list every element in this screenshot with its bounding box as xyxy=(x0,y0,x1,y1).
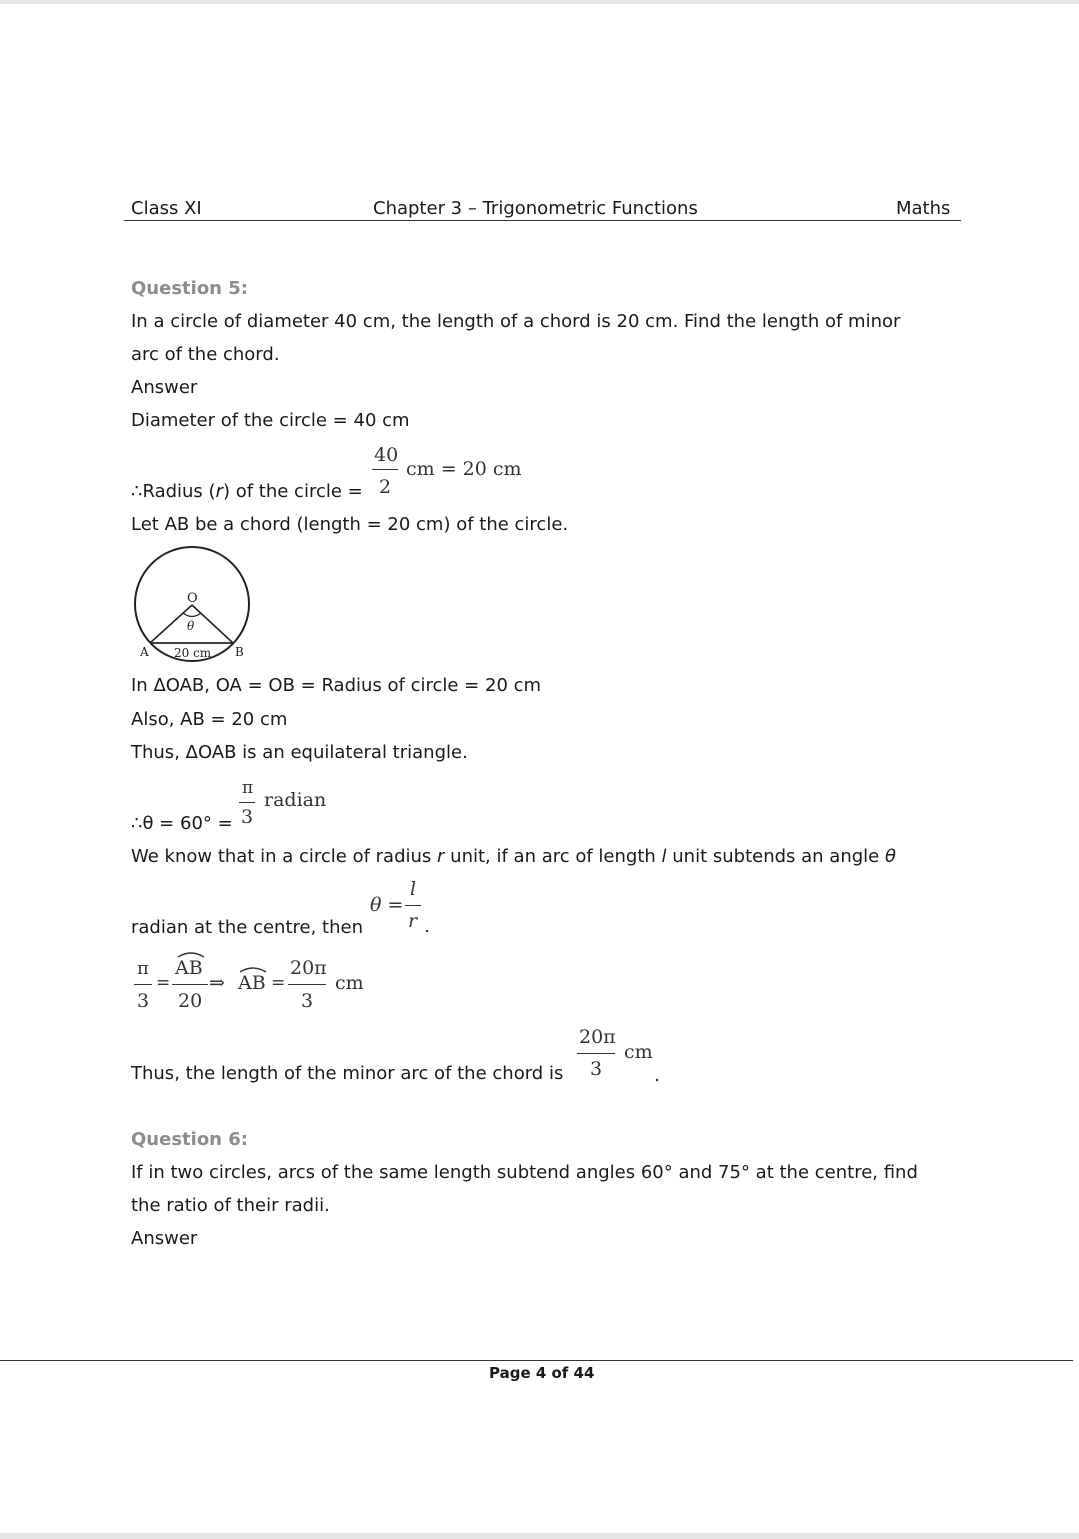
question-5-text-2: arc of the chord. xyxy=(131,344,280,365)
label-o: O xyxy=(187,591,198,606)
radius-line: ∴Radius (r) of the circle = xyxy=(131,481,363,502)
theta-unit: radian xyxy=(264,789,327,811)
conc-num: 20π xyxy=(579,1026,616,1048)
conc-den: 3 xyxy=(590,1058,603,1080)
eq-3b: 3 xyxy=(301,990,314,1012)
eq-3a: 3 xyxy=(137,990,150,1012)
theta-line: ∴θ = 60° = xyxy=(131,813,233,834)
footer-rule xyxy=(0,1360,1073,1361)
radius-oa xyxy=(150,605,192,643)
radius-frac-bar xyxy=(372,469,398,470)
eq-20pi: 20π xyxy=(290,957,327,979)
theta-frac-bar xyxy=(239,802,255,803)
eq-pi: π xyxy=(137,958,149,979)
label-theta: θ xyxy=(187,619,195,633)
eq-equals-2: = xyxy=(271,973,286,993)
question-5-title: Question 5: xyxy=(131,278,248,299)
eq-ab: AB xyxy=(238,972,266,994)
radius-value: cm = 20 cm xyxy=(406,458,522,480)
centre-line: radian at the centre, then xyxy=(131,917,363,938)
question-5-text-1: In a circle of diameter 40 cm, the length of a chord is 20 cm. Find the length of minor xyxy=(131,311,901,332)
conc-bar xyxy=(577,1053,615,1054)
know-line: We know that in a circle of radius r unit, if an arc of length l unit subtends an angle θ xyxy=(131,846,896,867)
diameter-line: Diameter of the circle = 40 cm xyxy=(131,410,410,431)
page-number: Page 4 of 44 xyxy=(489,1364,595,1382)
radius-frac-den: 2 xyxy=(379,476,392,498)
question-6-text-2: the ratio of their radii. xyxy=(131,1195,330,1216)
eq-cm: cm xyxy=(335,972,364,994)
eq-bar-3 xyxy=(288,984,326,985)
top-border xyxy=(0,0,1079,4)
eq-implies: ⇒ xyxy=(209,972,225,994)
header-chapter: Chapter 3 – Trigonometric Functions xyxy=(373,198,698,219)
eq-ab-num: AB xyxy=(175,957,203,979)
triangle-line-3: Thus, ΔOAB is an equilateral triangle. xyxy=(131,742,468,763)
formula-num: l xyxy=(410,878,417,900)
formula-den: r xyxy=(408,910,418,932)
formula-theta: θ = xyxy=(370,894,404,916)
conc-cm: cm xyxy=(624,1041,653,1063)
chord-line: Let AB be a chord (length = 20 cm) of the circle. xyxy=(131,514,569,535)
formula-bar xyxy=(405,905,421,906)
theta-frac-den: 3 xyxy=(241,806,254,828)
angle-arc xyxy=(183,613,201,617)
label-a: A xyxy=(140,645,149,659)
triangle-line-2: Also, AB = 20 cm xyxy=(131,709,288,730)
header-rule xyxy=(124,220,961,221)
bottom-border xyxy=(0,1533,1079,1539)
header-class: Class XI xyxy=(131,198,202,219)
question-6-title: Question 6: xyxy=(131,1129,248,1150)
formula-dot: . xyxy=(424,915,431,937)
eq-equals-1: = xyxy=(156,973,171,993)
theta-frac-num: π xyxy=(242,778,254,798)
radius-ob xyxy=(192,605,233,643)
conc-dot: . xyxy=(654,1064,661,1086)
eq-bar-1 xyxy=(134,984,152,985)
header-subject: Maths xyxy=(896,198,951,219)
eq-bar-2 xyxy=(172,984,208,985)
conclusion-line: Thus, the length of the minor arc of the chord is xyxy=(131,1063,564,1084)
answer-label-5: Answer xyxy=(131,377,198,398)
triangle-line-1: In ΔOAB, OA = OB = Radius of circle = 20 cm xyxy=(131,675,542,696)
label-chord-length: 20 cm xyxy=(174,646,212,660)
label-b: B xyxy=(235,645,244,659)
eq-20: 20 xyxy=(178,990,203,1012)
question-6-text-1: If in two circles, arcs of the same length subtend angles 60° and 75° at the centre, find xyxy=(131,1162,918,1183)
circle-diagram xyxy=(130,545,255,663)
radius-frac-num: 40 xyxy=(374,444,399,466)
answer-label-6: Answer xyxy=(131,1228,198,1249)
